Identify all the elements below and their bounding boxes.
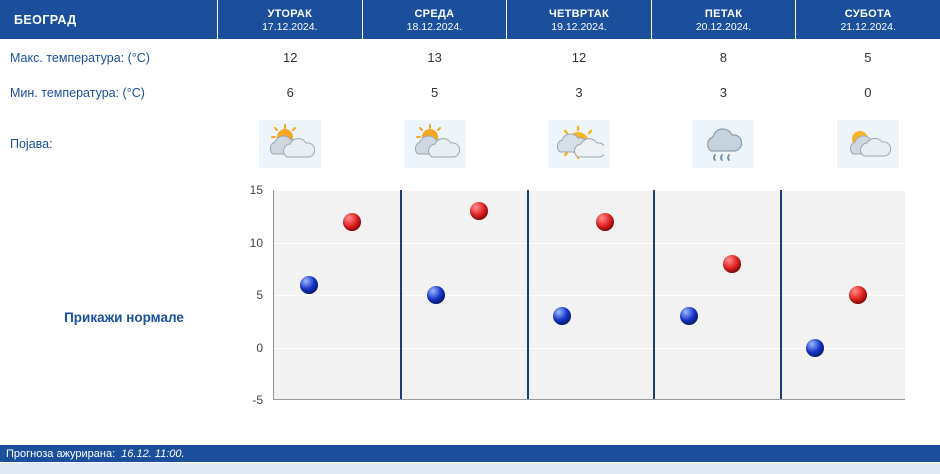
max-temperature-value: 5 — [864, 50, 872, 65]
min-temp-point — [553, 307, 571, 325]
footer-strip — [0, 462, 940, 474]
forecast-updated-label: Прогноза ажурирана: — [6, 447, 116, 460]
max-temperature-value: 12 — [282, 50, 298, 65]
min-temperature-label: Мин. температура: (°C) — [10, 85, 145, 100]
phenomena-row — [0, 110, 940, 178]
day-name: ПЕТАК — [704, 8, 743, 20]
day-separator — [780, 190, 782, 399]
y-axis-tick-label: 15 — [249, 183, 263, 197]
day-header-2 — [507, 0, 652, 39]
sun-behind-cloud-icon — [548, 120, 610, 168]
phenomena-label: Појава: — [10, 137, 53, 151]
day-name: СУБОТА — [844, 8, 892, 20]
max-temp-point — [849, 286, 867, 304]
day-separator — [653, 190, 655, 399]
day-separator — [527, 190, 529, 399]
show-normals-button[interactable] — [0, 178, 218, 428]
y-axis-tick-label: -5 — [252, 393, 263, 407]
max-temperature-value: 8 — [719, 50, 728, 65]
y-axis — [225, 183, 269, 407]
rain-cloud-icon — [692, 120, 754, 168]
min-temperature-value: 0 — [864, 85, 872, 100]
min-temperature-value: 3 — [719, 85, 728, 100]
phenomena-cell — [507, 120, 651, 168]
footer — [0, 445, 940, 474]
day-date: 21.12.2024. — [840, 21, 896, 33]
day-header-3 — [652, 0, 797, 39]
max-temperature-row — [0, 40, 940, 75]
day-name: УТОРАК — [267, 8, 313, 20]
day-header-0 — [218, 0, 363, 39]
min-temp-point — [427, 286, 445, 304]
max-temp-point — [723, 255, 741, 273]
max-temp-point — [470, 202, 488, 220]
phenomena-cell — [218, 120, 362, 168]
day-date: 20.12.2024. — [695, 21, 752, 33]
y-axis-tick-label: 0 — [256, 340, 263, 355]
y-axis-tick-label: 10 — [249, 235, 263, 250]
min-temp-point — [680, 307, 698, 325]
phenomena-cell — [651, 120, 795, 168]
gridline — [274, 243, 905, 244]
sun-behind-cloud-icon — [837, 120, 899, 168]
show-normals-label: Прикажи нормале — [64, 309, 184, 325]
gridline — [274, 295, 905, 296]
min-temperature-value: 6 — [286, 85, 294, 100]
forecast-updated-value: 16.12. 11:00. — [121, 447, 185, 460]
min-temperature-value: 5 — [430, 85, 439, 100]
sun-behind-cloud-icon — [404, 120, 466, 168]
max-temperature-label: Макс. температура: (°C) — [10, 50, 150, 65]
forecast-updated-bar — [0, 445, 940, 462]
max-temp-point — [596, 213, 614, 231]
chart-plot-wrap — [225, 183, 905, 415]
day-separator — [400, 190, 402, 399]
gridline — [274, 190, 905, 191]
temperature-chart — [0, 178, 940, 428]
y-axis-tick-label: 5 — [256, 288, 263, 302]
max-temperature-value: 13 — [427, 50, 442, 65]
day-header-1 — [363, 0, 508, 39]
sun-behind-cloud-icon — [259, 120, 321, 168]
day-header-4 — [796, 0, 940, 39]
min-temp-point — [806, 339, 824, 357]
day-date: 17.12.2024. — [262, 21, 318, 33]
day-name: СРЕДА — [414, 8, 455, 20]
max-temp-point — [343, 213, 361, 231]
day-date: 18.12.2024. — [406, 21, 463, 33]
min-temperature-row — [0, 75, 940, 110]
phenomena-cell — [796, 120, 940, 168]
day-date: 19.12.2024. — [551, 21, 607, 33]
city-title: БЕОГРАД — [0, 0, 218, 39]
min-temperature-value: 3 — [575, 85, 583, 100]
day-name: ЧЕТВРТАК — [548, 8, 609, 20]
plot-region — [273, 190, 905, 400]
min-temp-point — [300, 276, 318, 294]
forecast-header — [0, 0, 940, 40]
max-temperature-value: 12 — [571, 50, 587, 65]
phenomena-cell — [362, 120, 506, 168]
